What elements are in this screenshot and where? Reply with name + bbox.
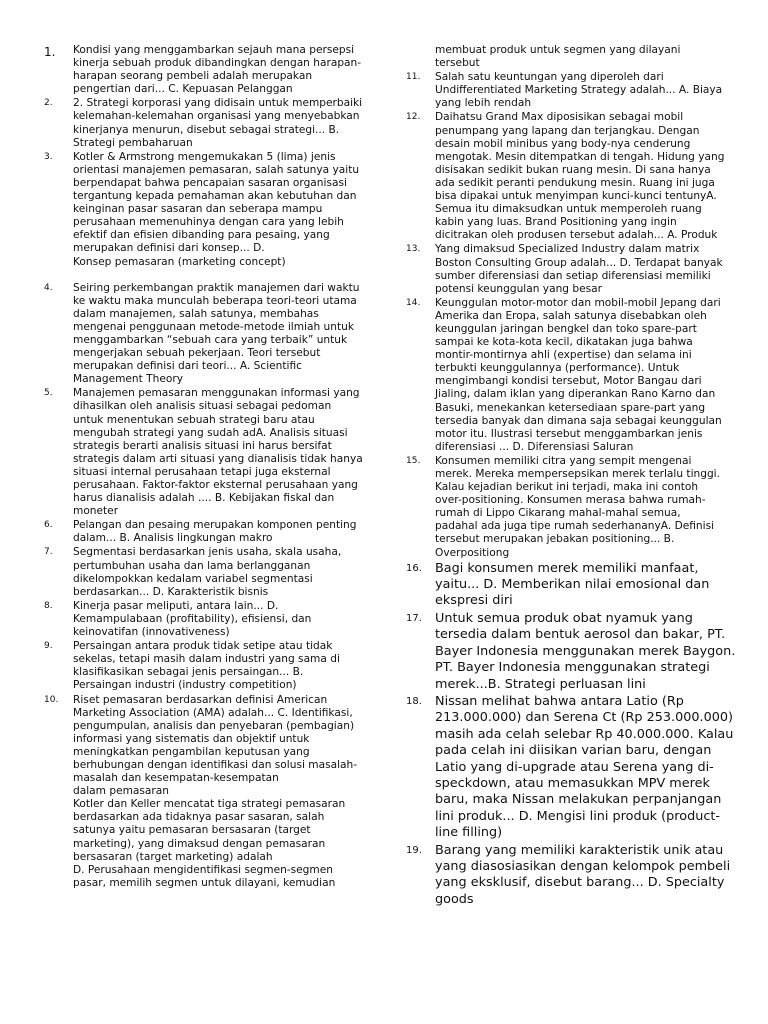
item-number: 2. xyxy=(44,98,53,109)
item-text: Kondisi yang menggambarkan sejauh mana persepsi kinerja sebuah produk dibandingkan dengan harapan- harapan seorang pembeli adalah merupakan pengertian dari... C. Kepuasan Pelanggan xyxy=(73,44,362,96)
item-text: Kinerja pasar meliputi, antara lain... D. Kemampulabaan (profitability), efisiensi, dan keinovatifan (innovativeness) xyxy=(73,599,312,639)
item-text: Segmentasi berdasarkan jenis usaha, skala usaha, pertumbuhan usaha dan lama berlangganan dikelompokkan kedalam variabel segmentasi berdasarkan... D. Karakteristik bisnis xyxy=(73,546,342,598)
list-item-10 xyxy=(44,694,384,890)
item-text: Riset pemasaran berdasarkan definisi American Marketing Association (AMA) adalah... C. Identifikasi, pengumpulan, analisis dan penyebaran (pembagian) informasi yang sistematis dan objektif untuk meningkatkan pengambilan keputusan yang berhubungan dengan identifikasi dan solusi masalah- masalah dan kesempatan-kesempatan dalam pemasaran Kotler dan Keller mencatat tiga strategi pemasaran berdasarkan ada tidaknya pasar sasaran, salah satunya yaitu pemasaran bersasaran (target marketing), yang dimaksud dengan pemasaran bersasaran (target marketing) adalah D. Perusahaan mengidentifikasi segmen-segmen pasar, memilih segmen untuk dilayani, kemudian xyxy=(73,693,358,889)
item-text: Persaingan antara produk tidak setipe atau tidak sekelas, tetapi masih dalam industri yang sama di klasifikasikan sebagai jenis persaingan... B. Persaingan industri (industry competition) xyxy=(73,640,340,692)
list-item-13 xyxy=(406,243,746,295)
item-number: 4. xyxy=(44,282,53,293)
item-number: 19. xyxy=(406,844,422,856)
list-item-2 xyxy=(44,97,384,149)
list-item-3 xyxy=(44,151,384,269)
item-number: 8. xyxy=(44,600,53,611)
item-number: 18. xyxy=(406,695,422,707)
item-text: Keunggulan motor-motor dan mobil-mobil Jepang dari Amerika dan Eropa, salah satunya disebabkan oleh keunggulan jaringan bengkel dan toko spare-part sampai ke kota-kota kecil, dikatakan juga bahwa montir-montirnya ahli (expertise) dan selama ini terbukti keunggulannya (performance). Untuk mengimbangi kondisi tersebut, Motor Bangau dari Jialing, dalam iklan yang diperankan Rano Karno dan Basuki, menekankan ketersediaan spare-part yang tersedia banyak dan dimana saja sebagai keunggulan motor itu. Ilustrasi tersebut menggambarkan jenis diferensiasi ... D. Diferensiasi Saluran xyxy=(435,296,722,453)
item-number: 11. xyxy=(406,72,421,83)
item-text: Konsumen memiliki citra yang sempit mengenai merek. Mereka mempersepsikan merek terlalu tinggi. Kalau kejadian berikut ini terjadi, maka ini contoh over-positioning. Konsumen merasa bahwa rumah- rumah di Lippo Cikarang mahal-mahal semua, padahal ada juga tipe rumah sederhananyA. Definisi tersebut merupakan jebakan positioning... B. Overpositiong xyxy=(435,454,720,559)
left-column xyxy=(44,44,384,891)
item-number: 6. xyxy=(44,520,53,531)
list-item-18 xyxy=(406,694,746,842)
item-number: 13. xyxy=(406,244,421,255)
item-number: 12. xyxy=(406,112,421,123)
continued-text: membuat produk untuk segmen yang dilayani tersebut xyxy=(435,44,681,70)
list-item-4 xyxy=(44,282,384,387)
item-text: Kotler & Armstrong mengemukakan 5 (lima) jenis orientasi manajemen pemasaran, salah satunya yaitu berpendapat bahwa pencapaian sasaran organisasi tergantung kepada pemahaman akan kebutuhan dan keinginan pasar sasaran dan seberapa mampu perusahaan memenuhinya dengan cara yang lebih efektif dan efisien dibanding para pesaing, yang merupakan definisi dari konsep... D. Konsep pemasaran (marketing concept) xyxy=(73,150,360,268)
item-number: 16. xyxy=(406,562,422,574)
item-text: Yang dimaksud Specialized Industry dalam matrix Boston Consulting Group adalah... D. Terdapat banyak sumber diferensiasi dan setiap diferensiasi memiliki potensi keunggulan yang besar xyxy=(435,243,723,295)
list-item-7 xyxy=(44,546,384,598)
list-item-14 xyxy=(406,297,746,454)
item-text: Salah satu keuntungan yang diperoleh dari Undifferentiated Marketing Strategy adalah... A. Biaya yang lebih rendah xyxy=(435,71,723,110)
list-item-8 xyxy=(44,600,384,639)
paragraph-gap xyxy=(44,270,384,282)
item-text: Bagi konsumen merek memiliki manfaat, yaitu... D. Memberikan nilai emosional dan ekspresi diri xyxy=(435,560,710,609)
item-number: 5. xyxy=(44,388,53,399)
list-item-15 xyxy=(406,455,746,560)
list-item-6 xyxy=(44,519,384,545)
item-number: 15. xyxy=(406,455,421,466)
item-number: 1. xyxy=(44,45,56,59)
item-text: Untuk semua produk obat nyamuk yang tersedia dalam bentuk aerosol dan bakar, PT. Bayer Indonesia menggunakan merek Baygon. PT. Bayer Indonesia menggunakan strategi merek...B. Strategi perluasan lini xyxy=(435,610,736,692)
list-item-9 xyxy=(44,640,384,692)
item-text: Pelangan dan pesaing merupakan komponen penting dalam... B. Analisis lingkungan makro xyxy=(73,519,357,545)
item-text: Daihatsu Grand Max diposisikan sebagai mobil penumpang yang lapang dan terjangkau. Dengan desain mobil minibus yang body-nya cenderung mengotak. Mesin ditempatkan di tengah. Hidung yang disisakan sedikit bukan ruang mesin. Di sana hanya ada sedikit peranti pendukung mesin. Ruang ini juga bisa dipakai untuk menyimpan kunci-kunci tentunyA. Semua itu dimaksudkan untuk memperoleh ruang kabin yang luas. Brand Positioning yang ingin dicitrakan oleh produsen tersebut adalah... A. Produk xyxy=(435,111,725,242)
item-number: 7. xyxy=(44,547,53,558)
item-number: 14. xyxy=(406,297,421,308)
list-item-19 xyxy=(406,843,746,909)
list-item-12 xyxy=(406,111,746,242)
item-text: Seiring perkembangan praktik manajemen dari waktu ke waktu maka munculah beberapa teori-teori utama dalam manajemen, salah satunya, membahas mengenai penggunaan metode-metode ilmiah untuk menggambarkan “sebuah cara yang terbaik” untuk mengerjakan sebuah pekerjaan. Teori tersebut merupakan definisi dari teori... A. Scientific Management Theory xyxy=(73,281,360,386)
item-number: 9. xyxy=(44,641,53,652)
item-text: Nissan melihat bahwa antara Latio (Rp 213.000.000) dan Serena Ct (Rp 253.000.000) masih ada celah selebar Rp 40.000.000. Kalau pada celah ini diisikan varian baru, dengan Latio yang di-upgrade atau Serena yang di- speckdown, atau memasukkan MPV merek baru, maka Nissan melakukan perpanjangan lini produk... D. Mengisi lini produk (product- line filling) xyxy=(435,693,734,841)
list-item-17 xyxy=(406,611,746,693)
item-number: 10. xyxy=(44,694,59,705)
item-text: 2. Strategi korporasi yang didisain untuk memperbaiki kelemahan-kelemahan organisasi yang menyebabkan kinerjanya menurun, disebut sebagai strategi... B. Strategi pembaharuan xyxy=(73,97,363,149)
list-item-5 xyxy=(44,387,384,518)
list-item-1 xyxy=(44,44,384,96)
item-text: Manajemen pemasaran menggunakan informasi yang dihasilkan oleh analisis situasi sebagai pedoman untuk menentukan sebuah strategi baru atau mengubah strategi yang sudah adA. Analisis situasi strategis berarti analisis situasi ini harus bersifat strategis dalam arti situasi yang dianalisis tidak hanya situasi internal perusahaan tetapi juga eksternal perusahaan. Faktor-faktor eksternal perusahaan yang harus dianalisis adalah .... B. Kebijakan fiskal dan moneter xyxy=(73,387,363,518)
right-column xyxy=(406,44,746,909)
item-number: 17. xyxy=(406,612,422,624)
item-text: Barang yang memiliki karakteristik unik atau yang diasosiasikan dengan kelompok pembeli yang eksklusif, disebut barang... D. Specialty goods xyxy=(435,842,731,907)
list-item-16 xyxy=(406,561,746,610)
item-number: 3. xyxy=(44,151,53,162)
list-item-11 xyxy=(406,71,746,110)
